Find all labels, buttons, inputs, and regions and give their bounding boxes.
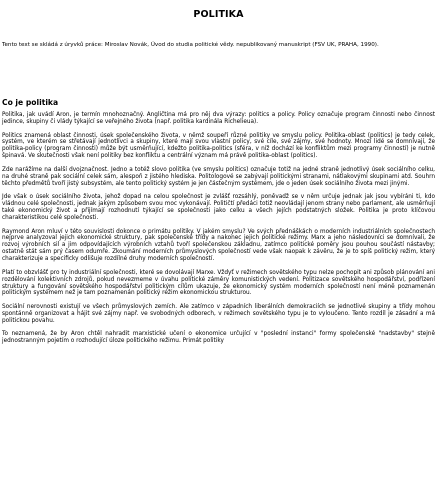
paragraph: Sociální nerovnosti existují ve všech průmyslových zemích. Ale zatímco v západních liberálních demokraciích se jednotlivé skupiny a třídy mohou spontánně organizovat a hájit své zájmy např. ve svobodných odborech, v režimech sovětského typu je to vyloučeno. Tento rozdíl je zásadní a má politickou povahu. xyxy=(2,304,435,324)
paragraph: Politics znamená oblast činnosti, úsek společenského života, v němž soupeří různé politiky ve smyslu policy. Politika-oblast (politics) je tedy celek, systém, ve kterém se střetávají jednotlivci a skupiny, které mají svou vlastní policy, své cíle, své zájmy, své hodnoty. Mnozí lidé se domnívají, že politika-policy (program činnosti) může být usměrňující, kdežto politika-politics (sféra, v níž dochází ke konfliktům mezi programy činností) je nutně špinavá. Ve skutečnosti však není politiky bez konfliktu a centrální význam má právě politika-oblast (politics). xyxy=(2,132,435,160)
source-note: Tento text se skládá z úryvků práce: Miroslav Novák, Úvod do studia politické vědy. nepublikovaný manuskript (FSV UK, PRAHA, 1990). xyxy=(2,42,379,48)
paragraph: Zde narážíme na další dvojznačnost. Jedno a totéž slovo politika (ve smyslu politics) označuje totiž na jedné straně jednotlivý úsek sociálního celku, na druhé straně pak sociální celek sám, alespoň z jistého hlediska. Politologové se zabývají politickými stranami, nátlakovými skupinami atd. Souhrn těchto předmětů tvoří jistý subsystém, ale tento politický systém je jen částečným systémem, jde o jeden úsek sociálního života mezi jinými. xyxy=(2,166,435,187)
paragraph: To neznamená, že by Aron chtěl nahradit marxistické učení o ekonomice určující v "poslední instanci" formy společenské "nadstavby" stejně jednostranným pojetím o rozhodující úloze politického režimu. Primát politiky xyxy=(2,331,435,345)
paragraph: Jde však o úsek sociálního života, jehož dopad na celou společnost je zvlášť rozsáhlý, poněvadž se v něm určuje jednak jak jsou vybíráni ti, kdo vládnou celé společnosti, jednak jakým způsobem svou moc vykonávají. Političtí předáci totiž neovládají jenom strany nebo parlament, ale usměrňují také ekonomický život a přijímají rozhodnutí týkající se společnosti jako celku a všech jejích podstatných složek. Politika je proto klíčovou charakteristikou celé společnosti. xyxy=(2,194,435,221)
section-heading: Co je politika xyxy=(2,98,59,107)
page-title: POLITIKA xyxy=(193,9,244,20)
paragraph: Politika, jak uvádí Aron, je termín mnohoznačný. Angličtina má pro něj dva výrazy: politics a policy. Policy označuje program činnosti nebo činnost jedince, skupiny či vlády týkající se veřejného života (např. politika kardinála Richelieua). xyxy=(2,112,435,125)
paragraph: Raymond Aron mluví v této souvislosti dokonce o primátu politiky. V jakém smyslu? Ve svých přednáškách o moderních industriálních společnostech nejprve analyzoval jejich ekonomické struktury, pak společenské třídy a nakonec jejich politické režimy. Marx a jeho následovníci se domnívali, že rozvoj výrobních sil a jim odpovídajících výrobních vztahů tvoří společenskou základnu, zatímco politické poměry jsou pouhou součástí nástavby; ostatně stát sám prý časem odumře. Zkoumání moderních průmyslových společností vede však naopak k závěru, že je to spíš politický režim, který charakterizuje a specificky odlišuje rozdílné druhy moderních společností. xyxy=(2,228,435,263)
paragraph: Platí to obzvlášť pro ty industriální společnosti, které se dovolávají Marxe. Vždyť v režimech sovětského typu nelze pochopit ani způsob plánování ani rozdělování kolektivních zdrojů, pokud nevezmeme v úvahu politické záměry komunistických vedení. Politizace sovětského hospodářství, podřízení struktury a fungování sovětského hospodářství politickým cílům ukazuje, že ekonomický systém moderních společností není méně poznamenán politickým systémem než je tam poznamenán politický režim ekonomickou strukturou. xyxy=(2,269,435,297)
section-body xyxy=(2,112,435,352)
